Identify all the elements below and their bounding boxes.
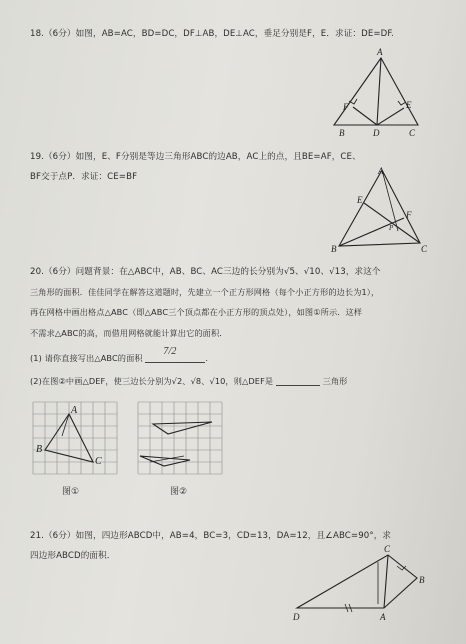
q18-label-a: A	[377, 47, 383, 57]
q21-line2: 四边形ABCD的面积．	[30, 551, 116, 561]
q20-fig1-label-a: A	[71, 405, 78, 416]
q21-label-c: C	[384, 544, 391, 554]
q20-part2-prefix: (2)在图②中画△DEF，使三边长分别为√2、√8、√10，则△DEF是	[30, 376, 274, 386]
q19-label-f: F	[406, 210, 412, 220]
q21-quadrilateral	[297, 555, 417, 608]
q18-label-c: C	[409, 128, 416, 138]
q20-fig1-label-c: C	[95, 456, 102, 467]
q18-label-b: B	[339, 128, 345, 138]
q19-label-c: C	[421, 244, 428, 254]
q18-label-e: E	[406, 100, 412, 110]
q20-part1: (1) 请你直接写出△ABC的面积 7/2 .	[30, 346, 209, 363]
q20-fig2-caption: 图②	[170, 487, 188, 497]
q20-line4: 不需求△ABC的高，而借用网格就能计算出它的面积．	[30, 328, 228, 338]
q20-line2: 三角形的面积．佳佳同学在解答这道题时，先建立一个正方形网格（每个小正方形的边长为1），	[30, 287, 380, 297]
q18-text: 18.（6分）如图，AB=AC，BD=DC，DF⊥AB，DE⊥AC，垂足分别是F，E．求证：DE=DF.	[30, 29, 394, 39]
q18-label-d: D	[373, 128, 380, 138]
q20-line3: 再在网格中画出格点△ABC（即△ABC三个顶点都在小正方形的顶点处），如图①所示．这样	[30, 307, 363, 317]
q20-fig1-caption: 图①	[62, 487, 80, 497]
q21-label-a: A	[380, 612, 386, 622]
q20-line1: 20.（6分）问题背景：在△ABC中，AB、BC、AC三边的长分别为√5、√10、√13，求这个	[30, 267, 381, 277]
q20-fig1-label-b: B	[36, 444, 43, 455]
q19-label-e: E	[357, 195, 363, 205]
q19-line2: BF交于点P．求证：CE=BF	[30, 172, 138, 182]
q19-label-a: A	[378, 166, 384, 176]
q18-label-f: F	[343, 102, 349, 112]
q20-part1-answer: 7/2	[163, 346, 177, 357]
q20-part1-prefix: (1) 请你直接写出△ABC的面积	[30, 353, 143, 363]
q19-label-p: P	[389, 224, 394, 232]
q21-line1: 21.（6分）如图，四边形ABCD中，AB=4，BC=3，CD=13，DA=12，且∠ABC=90°，求	[30, 531, 392, 541]
q21-diagonal-ac	[384, 555, 388, 608]
q20-part2-suffix: 三角形	[322, 376, 348, 386]
q19-line1: 19.（6分）如图，E、F分别是等边三角形ABC的边AB，AC上的点，且BE=AF，CE、	[30, 152, 361, 162]
q21-label-b: B	[419, 575, 425, 585]
q21-label-d: D	[293, 612, 300, 622]
q19-label-b: B	[331, 244, 337, 254]
